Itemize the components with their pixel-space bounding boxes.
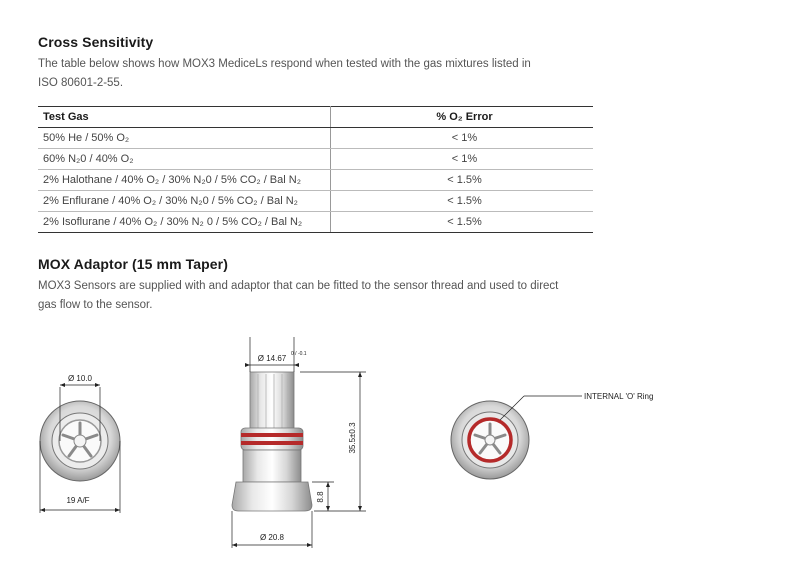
cell-error: < 1.5% [331,170,594,191]
cell-gas: 2% Isoflurane / 40% O₂ / 30% N₂ 0 / 5% CO₂ / Bal N₂ [38,212,331,233]
side-base-height-label: 8.8 [316,491,325,503]
cell-error: < 1% [331,128,594,149]
cell-gas: 2% Enflurane / 40% O₂ / 30% N₂0 / 5% CO₂ / Bal N₂ [38,191,331,212]
cell-gas: 60% N₂0 / 40% O₂ [38,149,331,170]
side-top-tolerance: 0 / -0.1 [291,351,307,357]
cross-sensitivity-heading: Cross Sensitivity [38,34,154,50]
desc-line-2: ISO 80601-2-55. [38,77,124,89]
front-view [40,374,120,513]
cell-gas: 50% He / 50% O₂ [38,128,331,149]
side-base-dia-label: Ø 20.8 [259,533,285,542]
rear-view [451,392,653,479]
side-top-dia-label: Ø 14.67 [257,354,287,363]
cell-error: < 1.5% [331,191,594,212]
cell-error: < 1.5% [331,212,594,233]
desc-line-1: The table below shows how MOX3 MediceLs respond when tested with the gas mixtures listed in [38,58,531,70]
col-test-gas: Test Gas [38,107,331,128]
side-height-label: 35.5±0.3 [348,422,357,454]
col-o2-error: % O₂ Error [331,107,594,128]
cell-error: < 1% [331,149,594,170]
oring-label: INTERNAL 'O' Ring [584,392,654,401]
desc-line-1: MOX3 Sensors are supplied with and adaptor that can be fitted to the sensor thread and used to direct [38,280,559,292]
desc-line-2: gas flow to the sensor. [38,299,153,311]
mox-adaptor-heading: MOX Adaptor (15 mm Taper) [38,256,228,272]
cell-gas: 2% Halothane / 40% O₂ / 30% N₂0 / 5% CO₂ / Bal N₂ [38,170,331,191]
side-view [232,337,366,548]
front-af-label: 19 A/F [66,496,90,505]
front-dia-label: Ø 10.0 [67,374,93,383]
